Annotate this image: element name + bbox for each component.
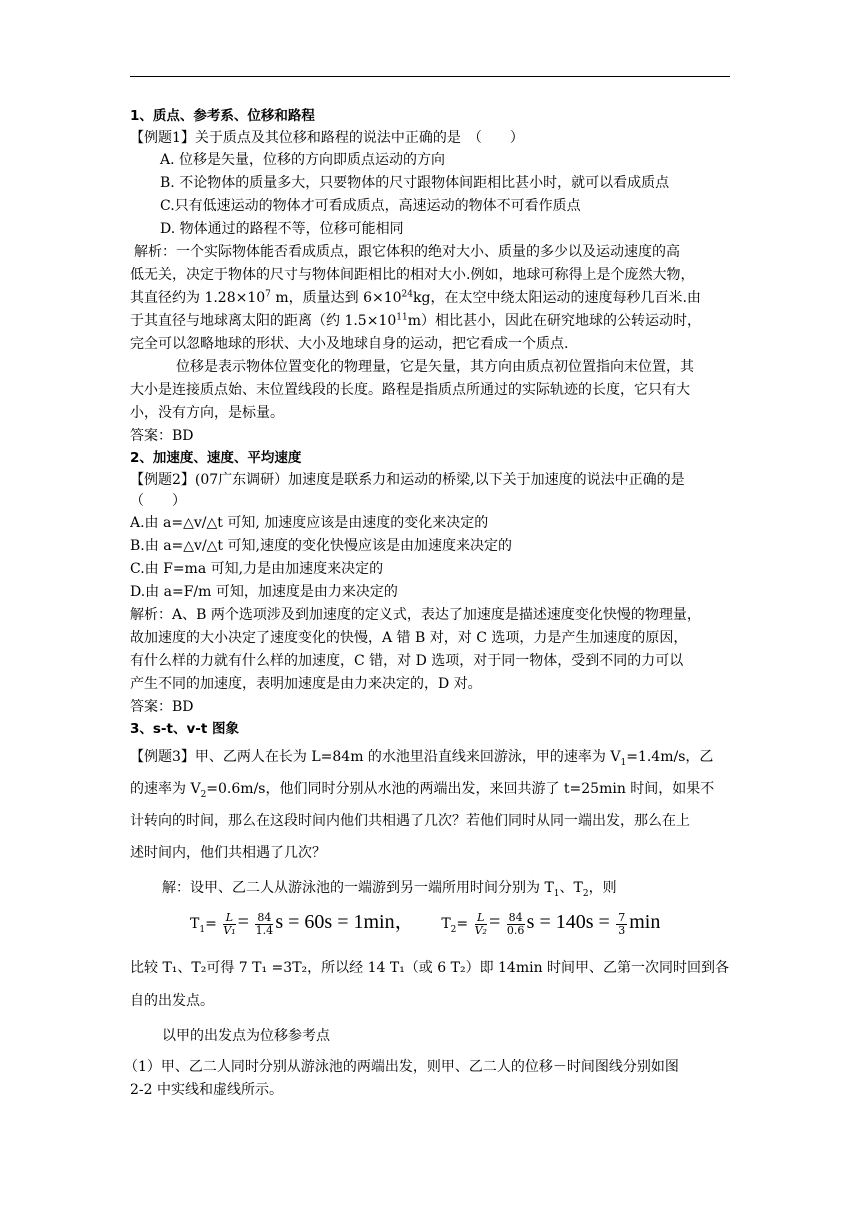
example1-option-c: C.只有低速运动的物体才可看成质点，高速运动的物体不可看作质点 xyxy=(160,198,581,214)
fraction-84-over-0-6: $\frac{84}{0.6}$ xyxy=(506,910,525,937)
example3-problem-line3: 计转向的时间，那么在这段时间内他们共相遇了几次？若他们同时从同一端出发，那么在上 xyxy=(130,813,690,829)
example1-answer: 答案：BD xyxy=(130,428,194,444)
section2-heading: 2、加速度、速度、平均速度 xyxy=(130,450,302,466)
compare-line1: 比较 T₁、T₂可得 7 T₁ =3T₂，所以经 14 T₁（或 6 T₂）即 14min 时间甲、乙第一次同时回到各 xyxy=(130,960,730,976)
example2-question-line2: （ ） xyxy=(130,493,186,509)
example1-option-a: A. 位移是矢量，位移的方向即质点运动的方向 xyxy=(160,152,446,168)
example2-option-d: D.由 a=F/m 可知，加速度是由力来决定的 xyxy=(130,584,398,600)
example1-analysis-line7: 大小是连接质点始、末位置线段的长度。路程是指质点所通过的实际轨迹的长度，它只有大 xyxy=(130,382,690,398)
fraction-l-over-v2: $\frac{L}{\text{V₂}}$ xyxy=(474,910,487,937)
example1-analysis-line5: 完全可以忽略地球的形状、大小及地球自身的运动，把它看成一个质点. xyxy=(130,336,569,352)
example2-answer: 答案：BD xyxy=(130,699,194,715)
fraction-7-over-3: $\frac{7}{3}$ xyxy=(618,910,626,937)
example1-option-d: D. 物体通过的路程不等，位移可能相同 xyxy=(160,221,404,237)
case1-line1: （1）甲、乙二人同时分别从游泳池的两端出发，则甲、乙二人的位移－时间图线分别如图 xyxy=(124,1059,679,1075)
example3-problem-line4: 述时间内，他们共相遇了几次？ xyxy=(130,845,326,861)
section1-heading: 1、质点、参考系、位移和路程 xyxy=(130,108,315,124)
example3-problem-line2: 的速率为 $V_2=0.6m/s$，他们同时分别从水池的两端出发，来回共游了 t=25min 时间，如果不 xyxy=(130,781,715,800)
solution-intro: 解：设甲、乙二人从游泳池的一端游到另一端所用时间分别为 $T_1$、$T_2$，则 xyxy=(162,880,617,899)
case1-line2: 2-2 中实线和虚线所示。 xyxy=(130,1082,283,1098)
example1-analysis-line1: 解析：一个实际物体能否看成质点，跟它体积的绝对大小、质量的多少以及运动速度的高 xyxy=(134,244,680,260)
example2-question-line1: 【例题2】(07广东调研）加速度是联系力和运动的桥梁,以下关于加速度的说法中正确的是 xyxy=(130,472,685,488)
fraction-l-over-v1: $\frac{L}{\text{V₁}}$ xyxy=(223,910,236,937)
example2-analysis-line2: 故加速度的大小决定了速度变化的快慢，A 错 B 对，对 C 选项，力是产生加速度的原因， xyxy=(130,630,688,646)
example1-analysis-line6: 位移是表示物体位置变化的物理量，它是矢量，其方向由质点初位置指向末位置，其 xyxy=(176,359,694,375)
example2-option-c: C.由 F=ma 可知,力是由加速度来决定的 xyxy=(130,561,384,577)
fraction-84-over-1-4: $\frac{84}{1.4}$ xyxy=(255,910,274,937)
example1-question: 【例题1】关于质点及其位移和路程的说法中正确的是 （ ） xyxy=(130,130,524,146)
example1-analysis-line2: 低无关，决定于物体的尺寸与物体间距相比的相对大小.例如，地球可称得上是个庞然大物， xyxy=(130,267,695,283)
example1-option-b: B. 不论物体的质量多大，只要物体的尺寸跟物体间距相比甚小时，就可以看成质点 xyxy=(160,175,670,191)
reference-point-text: 以甲的出发点为位移参考点 xyxy=(162,1028,330,1044)
compare-line2: 自的出发点。 xyxy=(130,993,214,1009)
section3-heading: 3、s-t、v-t 图象 xyxy=(130,721,240,737)
example2-analysis-line3: 有什么样的力就有什么样的加速度，C 错，对 D 选项，对于同一物体，受到不同的力可以 xyxy=(130,653,684,669)
time-formula: $T_1=$ $\frac{L}{\text{V₁}}$ = $\frac{84}{1.4}$ s = 60s = 1min， $T_2=$ $\frac{L}{\text{V₂}}$ = $\frac{84}{0.6}$ s = 140s = $\frac{7}{3}$ min xyxy=(190,910,661,937)
header-rule xyxy=(130,76,730,77)
example2-analysis-line1: 解析：A、B 两个选项涉及到加速度的定义式，表达了加速度是描述速度变化快慢的物理量， xyxy=(130,607,701,623)
example1-analysis-line3: 其直径约为 $1.28\times 10^7$ m，质量达到 $6\times 10^{24}kg$，在太空中绕太阳运动的速度每秒几百米.由 xyxy=(130,289,701,306)
example1-analysis-line8: 小，没有方向，是标量。 xyxy=(130,405,284,421)
example1-analysis-line4: 于其直径与地球离太阳的距离（约 $1.5\times 10^{11}m$）相比甚小，因此在研究地球的公转运动时， xyxy=(130,312,701,329)
example2-option-b: B.由 a=△v/△t 可知,速度的变化快慢应该是由加速度来决定的 xyxy=(130,538,512,554)
example2-analysis-line4: 产生不同的加速度，表明加速度是由力来决定的，D 对。 xyxy=(130,676,482,692)
example2-option-a: A.由 a=△v/△t 可知, 加速度应该是由速度的变化来决定的 xyxy=(130,515,489,531)
example3-problem-line1: 【例题3】甲、乙两人在长为 L=84m 的水池里沿直线来回游泳，甲的速率为 $V_1=1.4m/s$，乙 xyxy=(130,749,714,768)
